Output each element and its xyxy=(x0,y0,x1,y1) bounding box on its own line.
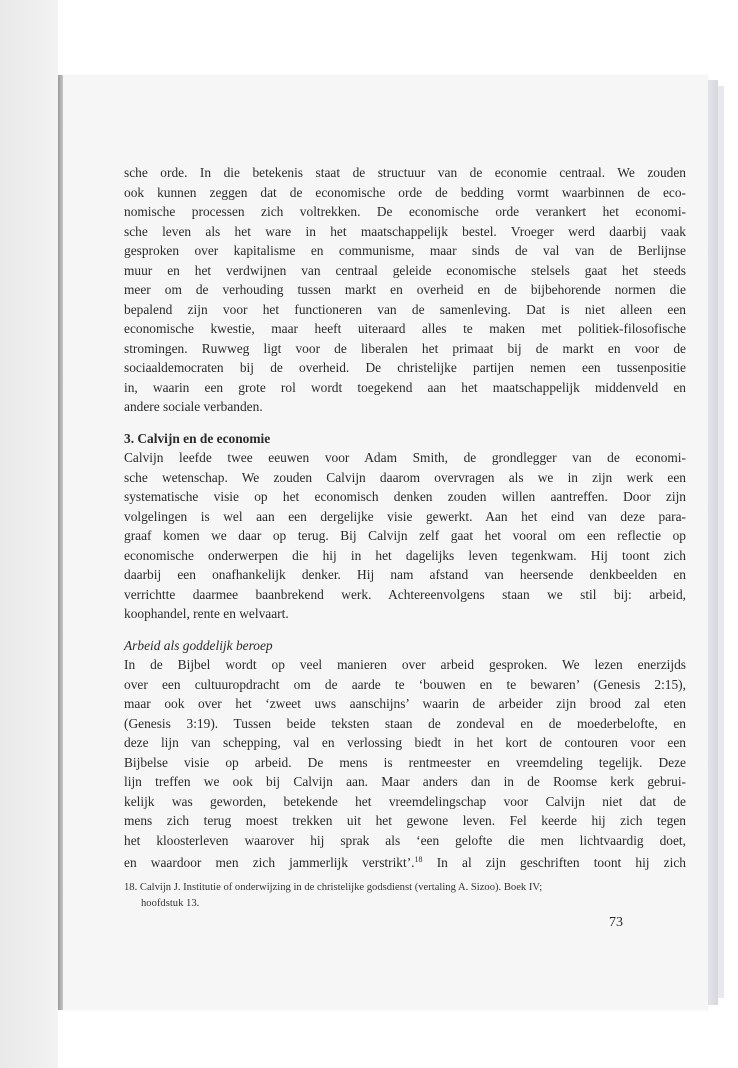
footnote-line: 18. Calvijn J. Institutie of onderwijzing in de christelijke godsdienst (vertaling A. Sizoo). Boek IV; xyxy=(124,882,543,893)
text-line: In de Bijbel wordt op veel manieren over arbeid gesproken. We lezen enerzijds xyxy=(124,657,686,672)
paragraph-economic-order xyxy=(124,163,686,417)
text-line: over een cultuuropdracht om de aarde te ‘bouwen en te bewaren’ (Genesis 2:15), xyxy=(124,676,686,692)
text-line: sche orde. In die betekenis staat de structuur van de economie centraal. We zouden xyxy=(124,165,686,180)
text-line: gesproken over kapitalisme en communisme, maar sinds de val van de Berlijnse xyxy=(124,243,686,258)
text-line: lijn treffen we ook bij Calvijn aan. Maar anders dan in de Roomse kerk gebrui- xyxy=(124,774,686,789)
text-line: nomische processen zich voltrekken. De economische orde verankert het economi- xyxy=(124,204,686,219)
text-line: sociaaldemocraten bij de overheid. De christelijke partijen nemen een tussenpositie xyxy=(124,360,686,375)
text-line: bepalend zijn voor het functioneren van de samenleving. Dat is niet alleen een xyxy=(124,301,686,317)
text-line: in, waarin een grote rol wordt toegekend aan het maatschappelijk middenveld en xyxy=(124,379,686,395)
text-line: daarbij een onafhankelijk denker. Hij nam afstand van heersende denkbeelden en xyxy=(124,567,686,582)
text-line: ook kunnen zeggen dat de economische orde de bedding vormt waarbinnen de eco- xyxy=(124,184,686,200)
text-line: kelijk was geworden, betekende het vreemdelingschap voor Calvijn niet dat de xyxy=(124,793,686,809)
text-line: koophandel, rente en welvaart. xyxy=(124,606,289,621)
text-line: deze lijn van schepping, val en verlossing biedt in het kort de contouren voor een xyxy=(124,735,686,750)
text-fragment: In al zijn geschriften toont hij zich xyxy=(422,855,686,870)
text-line: stromingen. Ruwweg ligt voor de liberalen het primaat bij de markt en voor de xyxy=(124,340,686,356)
text-line: muur en het verdwijnen van centraal geleide economische stelsels gaat het steeds xyxy=(124,262,686,278)
left-page-shadow xyxy=(0,0,58,1068)
text-line: economische kwestie, maar heeft uiteraard alles te maken met politiek-filosofische xyxy=(124,321,686,336)
footnote-line: hoofdstuk 13. xyxy=(141,898,200,909)
text-line: maar ook over het ‘zweet uws aanschijns’ waarin de arbeider zijn brood zal eten xyxy=(124,696,686,711)
text-line: economische onderwerpen die hij in het dagelijks leven tegenkwam. Hij toont zich xyxy=(124,547,686,563)
text-line: systematische visie op het economisch denken zouden willen aantreffen. Door zijn xyxy=(124,489,686,504)
text-line: mens zich terug moest trekken uit het gewone leven. Fel keerde hij zich tegen xyxy=(124,813,686,828)
page-number: 73 xyxy=(609,915,623,930)
page-edge xyxy=(708,80,718,1005)
text-line: graaf komen we daar op terug. Bij Calvijn zelf gaat het vooral om een reflectie op xyxy=(124,528,686,543)
text-line: Bijbelse visie op arbeid. De mens is rentmeester en vreemdeling tegelijk. Deze xyxy=(124,754,686,770)
text-line: (Genesis 3:19). Tussen beide teksten staan de zondeval en de moederbelofte, en xyxy=(124,715,686,731)
footnote xyxy=(124,880,686,912)
footnote-marker: 18 xyxy=(414,855,423,864)
book-page xyxy=(63,75,708,1010)
body-text xyxy=(124,163,686,873)
text-line: sche wetenschap. We zouden Calvijn daarom overvragen als we in zijn werk een xyxy=(124,469,686,485)
text-line: Calvijn leefde twee eeuwen voor Adam Smith, de grondlegger van de economi- xyxy=(124,450,686,465)
text-fragment: en waardoor men zich jammerlijk verstrikt’. xyxy=(124,855,415,870)
text-line: het kloosterleven waarover hij sprak als ‘een gelofte die men lichtvaardig doet, xyxy=(124,832,686,848)
subsection-heading: Arbeid als goddelijk beroep xyxy=(124,637,273,653)
page-edge-outer xyxy=(718,86,724,998)
text-line: meer om de verhouding tussen markt en overheid en de bijbehorende normen die xyxy=(124,282,686,297)
section-heading: 3. Calvijn en de economie xyxy=(124,430,271,446)
paragraph-calvijn-intro xyxy=(124,448,686,624)
paragraph-arbeid xyxy=(124,655,686,873)
text-line: verrichtte daarmee baanbrekend werk. Achtereenvolgens staan we stil bij: arbeid, xyxy=(124,586,686,602)
text-line: volgelingen is wel aan een dergelijke visie gewerkt. Aan het eind van deze para- xyxy=(124,508,686,524)
text-line: sche leven als het ware in het maatschappelijk bestel. Vroeger werd daarbij vaak xyxy=(124,223,686,239)
text-line-with-footnote xyxy=(124,850,686,873)
text-line: andere sociale verbanden. xyxy=(124,399,263,414)
